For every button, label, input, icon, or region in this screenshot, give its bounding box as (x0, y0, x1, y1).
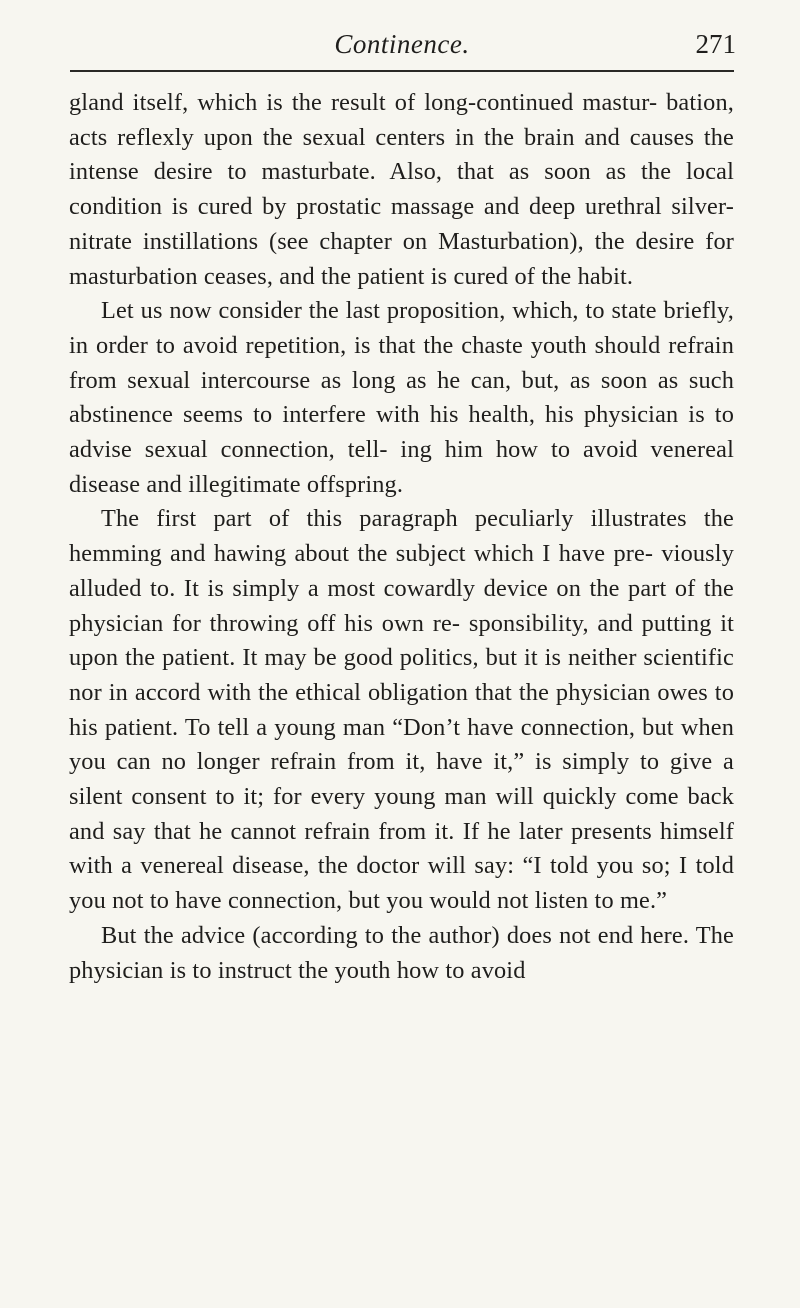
running-title: Continence. (334, 29, 470, 59)
header-rule (70, 70, 734, 72)
page-number: 271 (695, 29, 736, 59)
body-text (69, 86, 734, 988)
running-head (68, 24, 736, 64)
paragraph: Let us now consider the last proposition, which, to state briefly, in order to avoid repetition, is that the chaste youth should refrain from sexual intercourse as long as he can, but, as soon as such abstinence seems to interfere with his health, his physician is to advise sexual connection, tell- ing him how to avoid venereal disease and illegitimate offspring. (69, 297, 734, 498)
paragraph: But the advice (according to the author) does not end here. The physician is to instruct the youth how to avoid (69, 921, 734, 984)
paragraph: The first part of this paragraph peculiarly illustrates the hemming and hawing about the subject which I have pre- viously alluded to. It is simply a most cowardly device on the part of the physician for throwing off his own re- sponsibility, and putting it upon the patient. It may be good politics, but it is neither scientific nor in accord with the ethical obligation that the physician owes to his patient. To tell a young man “Don’t have connection, but when you can no longer refrain from it, have it,” is simply to give a silent consent to it; for every young man will quickly come back and say that he cannot refrain from it. If he later presents himself with a venereal disease, the doctor will say: “I told you so; I told you not to have connection, but you would not listen to me.” (69, 505, 734, 915)
paragraph-continuation: gland itself, which is the result of long-continued mastur- bation, acts reflexly upon the sexual centers in the brain and causes the intense desire to masturbate. Also, that as soon as the local condition is cured by prostatic massage and deep urethral silver-nitrate instillations (see chapter on Masturbation), the desire for masturbation ceases, and the patient is cured of the habit. (69, 89, 734, 290)
